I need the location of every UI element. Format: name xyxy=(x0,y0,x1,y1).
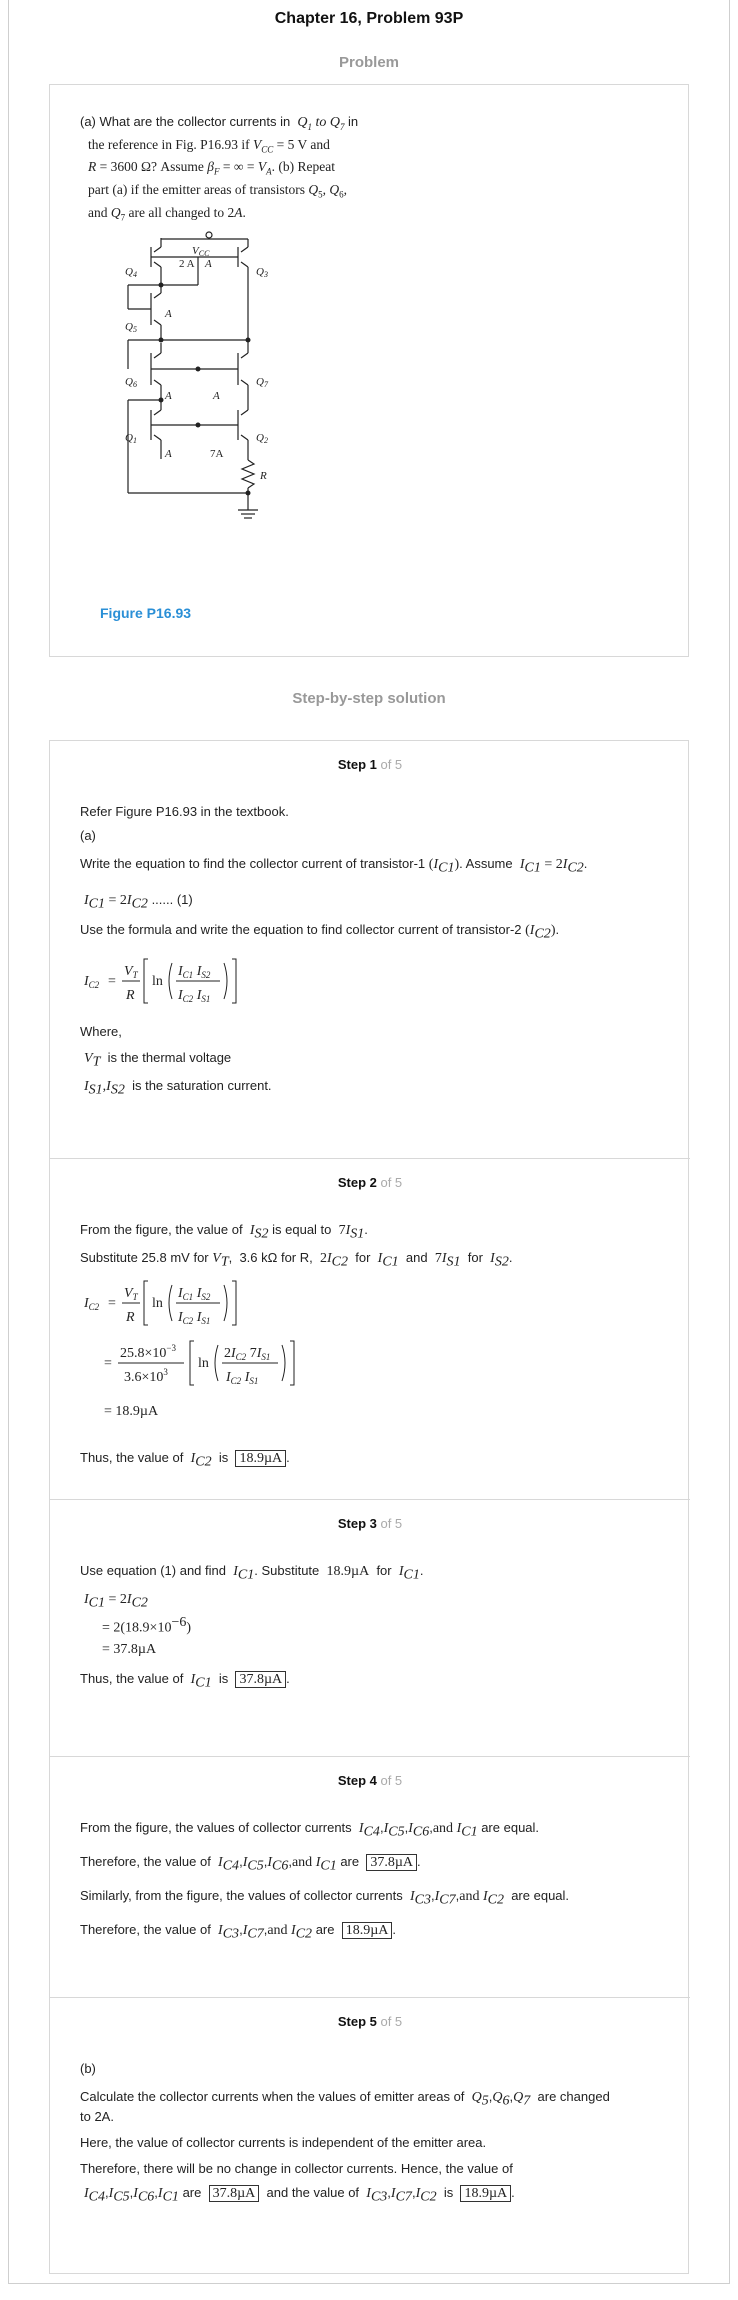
step-5-line: (b) xyxy=(80,2061,96,2076)
step-5-line: Calculate the collector currents when the values of emitter areas of $Q_5,Q_6,Q_7$ are changed xyxy=(80,2089,610,2109)
step-5-answer: $I_{C4},I_{C5},I_{C6},I_{C1}$ are 37.8µA and the value of $I_{C3},I_{C7},I_{C2}$ is 18.9µA . xyxy=(84,2185,515,2205)
solution-heading: Step-by-step solution xyxy=(292,690,446,707)
svg-text:R: R xyxy=(260,470,267,482)
svg-text:= 18.9µA: = 18.9µA xyxy=(104,1404,159,1419)
svg-text:A: A xyxy=(165,308,172,320)
svg-text:Q2: Q2 xyxy=(256,432,268,445)
svg-text:Q1: Q1 xyxy=(125,432,137,445)
step-2-title: Step 2 of 5 xyxy=(337,1175,403,1190)
svg-text:IC2 IS1: $I_{C2}$ $I_{S1}$ xyxy=(178,1310,211,1326)
step-2-answer: Thus, the value of $I_{C2}$ is 18.9µA . xyxy=(80,1450,290,1470)
svg-text:=: = xyxy=(108,1296,116,1311)
step-5-title: Step 5 of 5 xyxy=(337,2014,403,2029)
equation-ic2 xyxy=(84,951,254,1011)
step-1-title: Step 1 of 5 xyxy=(337,757,403,772)
problem-card xyxy=(49,84,689,657)
svg-text:3.6×103: $3.6\times 10^3$ xyxy=(124,1367,168,1385)
svg-text:A: A xyxy=(165,390,172,402)
step-1-line: (a) xyxy=(80,828,96,843)
svg-text:VT: $V_T$ xyxy=(124,1286,138,1302)
svg-text:VCC: VCC xyxy=(192,245,210,258)
svg-text:Q6: Q6 xyxy=(125,376,137,389)
svg-text:IC1 IS2: $I_{C1}$ $I_{S2}$ xyxy=(178,1286,211,1302)
step-4-line: From the figure, the values of collector currents $I_{C4},I_{C5},I_{C6},and$ $I_{C1}$ are equal. xyxy=(80,1820,540,1840)
svg-text:=: = xyxy=(104,1356,112,1371)
svg-text:IC2 IS1: $I_{C2}$ $I_{S1}$ xyxy=(226,1370,259,1386)
svg-text:A: A xyxy=(205,258,212,270)
svg-text:ln: ln xyxy=(152,974,163,989)
svg-text:Q4: Q4 xyxy=(125,266,137,279)
step-3-eq: = 37.8µA xyxy=(102,1642,157,1657)
step-2 xyxy=(50,1158,690,1499)
step-5-line: to 2A. xyxy=(80,2109,114,2124)
svg-text:R: R xyxy=(126,988,135,1003)
equation-1: $I_{C1} = 2I_{C2}$ ...... (1) xyxy=(84,892,193,912)
step-4-title: Step 4 of 5 xyxy=(337,1773,403,1788)
step-3 xyxy=(50,1499,690,1756)
svg-text:7A: 7A xyxy=(210,448,224,460)
step-4 xyxy=(50,1756,690,1997)
solution-card xyxy=(49,740,689,2274)
chapter-title: Chapter 16, Problem 93P xyxy=(274,10,464,27)
step-5-line: Therefore, there will be no change in collector currents. Hence, the value of xyxy=(80,2161,513,2176)
problem-heading: Problem xyxy=(338,54,399,71)
step-3-eq: $I_{C1} = 2I_{C2}$ xyxy=(84,1592,148,1611)
step-1 xyxy=(50,741,690,1158)
svg-text:ln: ln xyxy=(152,1296,163,1311)
svg-text:A: A xyxy=(165,448,172,460)
step-3-eq: = $2(18.9\times 10^{-6})$ xyxy=(102,1615,192,1636)
step-3-title: Step 3 of 5 xyxy=(337,1516,403,1531)
equation-ic2-substituted xyxy=(84,1277,324,1427)
step-2-line: Substitute 25.8 mV for $V_T$, 3.6 kΩ for R, $2I_{C2}$ for $I_{C1}$ and $7I_{S1}$ for $I_{S2}$. xyxy=(80,1250,513,1270)
step-1-line: $I_{S1},I_{S2}$ is the saturation current. xyxy=(84,1078,272,1098)
step-3-answer: Thus, the value of $I_{C1}$ is 37.8µA . xyxy=(80,1671,290,1691)
step-5-line: Here, the value of collector currents is independent of the emitter area. xyxy=(80,2135,487,2150)
step-5 xyxy=(50,1997,690,2273)
svg-text:IC2: $I_{C2}$ xyxy=(84,974,100,990)
svg-text:VT: $V_T$ xyxy=(124,964,138,980)
step-2-line: From the figure, the value of $I_{S2}$ is equal to $7I_{S1}$. xyxy=(80,1222,368,1242)
page-container xyxy=(8,0,730,2284)
svg-text:IC2 IS1: $I_{C2}$ $I_{S1}$ xyxy=(178,988,211,1004)
svg-text:Q5: Q5 xyxy=(125,321,137,334)
step-4-line: Therefore, the value of $I_{C3},I_{C7},and$ $I_{C2}$ are 18.9µA . xyxy=(80,1922,397,1942)
step-4-line: Similarly, from the figure, the values of collector currents $I_{C3},I_{C7},and$ $I_{C2}$ are equal. xyxy=(80,1888,570,1908)
svg-text:Q7: Q7 xyxy=(256,376,268,389)
problem-statement: (a) What are the collector currents in $Q_1$ to $Q_7$ in the reference in Fig. P16.93 if $V_{CC} = 5$ V and R = 3600 Ω? Assume $\beta_F$ = ∞ = $V_A$. (b) Repeat part (a) if the emitter areas of transistors $Q_5$, $Q_6$, and $Q_7$ are all changed to 2A. xyxy=(80,114,359,223)
circuit-figure xyxy=(80,225,280,615)
step-1-line: Refer Figure P16.93 in the textbook. xyxy=(80,804,289,819)
svg-text:IC2: $I_{C2}$ xyxy=(84,1296,100,1312)
svg-text:A: A xyxy=(213,390,220,402)
svg-text:2IC2 7IS1: $2I_{C2}$ $7I_{S1}$ xyxy=(224,1346,271,1362)
svg-text:2 A: 2 A xyxy=(179,258,195,270)
svg-text:ln: ln xyxy=(198,1356,209,1371)
figure-caption: Figure P16.93 xyxy=(100,605,192,621)
step-1-line: Where, xyxy=(80,1024,122,1039)
svg-text:Q3: Q3 xyxy=(256,266,268,279)
step-1-line: Write the equation to find the collector current of transistor-1 $(I_{C1})$. Assume $I_{C1} = 2I_{C2}$. xyxy=(80,856,588,876)
step-1-line: $V_T$ is the thermal voltage xyxy=(84,1050,232,1070)
step-4-line: Therefore, the value of $I_{C4},I_{C5},I_{C6},and$ $I_{C1}$ are 37.8µA . xyxy=(80,1854,421,1874)
svg-text:IC1 IS2: $I_{C1}$ $I_{S2}$ xyxy=(178,964,211,980)
step-3-line: Use equation (1) and find $I_{C1}$. Substitute 18.9µA for $I_{C1}$. xyxy=(80,1563,424,1583)
svg-text:R: R xyxy=(126,1310,135,1325)
step-1-line: Use the formula and write the equation to find collector current of transistor-2 $(I_{C2})$. xyxy=(80,922,560,942)
svg-text:=: = xyxy=(108,974,116,989)
svg-text:25.8×10−3: $25.8\times 10^{-3}$ xyxy=(120,1343,176,1361)
